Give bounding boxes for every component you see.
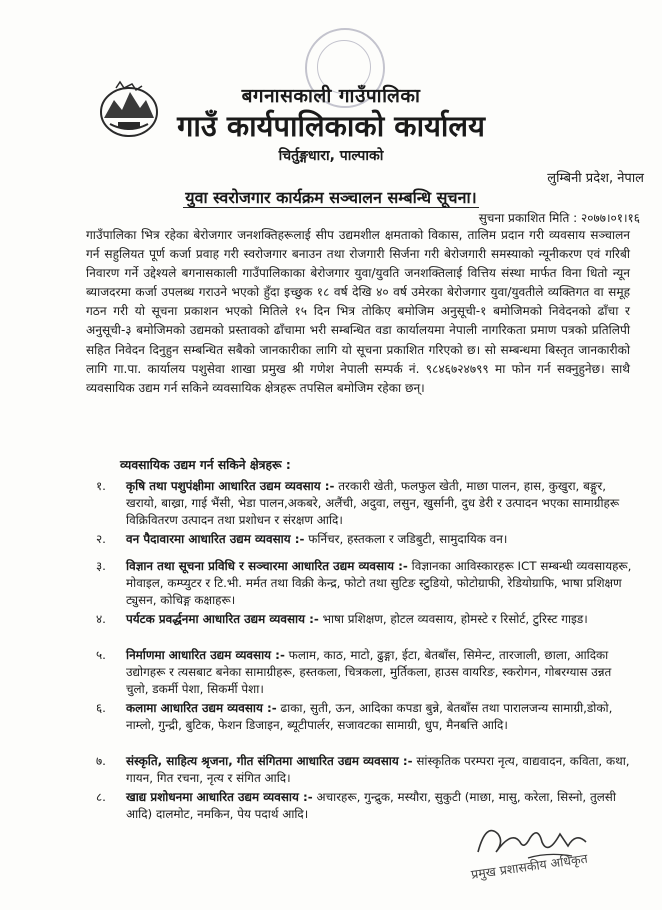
publish-date: सुचना प्रकाशित मिति : २०७७।०१।१६ xyxy=(478,211,640,225)
notice-title: युवा स्वरोजगार कार्यक्रम सञ्चालन सम्बन्धि सूचना। xyxy=(185,188,477,207)
sector-item: ३. विज्ञान तथा सूचना प्रविधि र सञ्चारमा आधारित उद्यम व्यवसाय :- विज्ञानका आविस्कारहरू ICT सम्बन्धी व्यवसायहरू, मोवाइल, कम्प्युटर र टि.भी. मर्मत तथा विक्री केन्द्र, फोटो तथा सुटिङ स्टुडियो, फोटोग्राफी, रेडियोग्राफि, भाषा प्रशिक्षण ट्युसन, कोचिङ्ग कक्षाहरू। xyxy=(96,559,632,608)
sectors-heading: व्यवसायिक उद्यम गर्न सकिने क्षेत्रहरू : xyxy=(120,458,291,472)
sector-item: २. वन पैदावारमा आधारित उद्यम व्यवसाय :- फर्निचर, हस्तकला र जडिबुटी, सामुदायिक वन। xyxy=(96,532,508,546)
sector-item: ८. खाद्य प्रशोधनमा आधारित उद्यम व्यवसाय :- अचारहरू, गुन्द्रुक, मस्यौरा, सुकुटी (माछा, मासु, करेला, सिस्नो, तुलसी आदि) दालमोट, नमकिन, पेय पदार्थ आदि। xyxy=(96,790,616,822)
sector-item: १. कृषि तथा पशुपंक्षीमा आधारित उद्यम व्यवसाय :- तरकारी खेती, फलफुल खेती, माछा पालन, हास, कुखुरा, बङ्गुर, खरायो, बाख्रा, गाई भैंसी, भेडा पालन,अकबरे, अलैंची, अदुवा, लसुन, खुर्सानी, दुध डेरी र उत्पादन भएका सामाग्रीहरू विक्रिवितरण उत्पादन तथा प्रशोधन र संरक्षण आदि। xyxy=(96,479,620,528)
sector-item: ४. पर्यटक प्रवर्द्धनमा आधारित उद्यम व्यवसाय :- भाषा प्रशिक्षण, होटल व्यवसाय, होमस्टे र रिसोर्ट, टुरिस्ट गाइड। xyxy=(96,612,588,626)
province-label: लुम्बिनी प्रदेश, नेपाल xyxy=(547,171,644,186)
notice-body-paragraph: गाउँपालिका भित्र रहेका बेरोजगार जनशक्तिहरूलाई सीप उद्यमशील क्षमताको विकास, तालिम प्रदान गरी व्यवसाय सञ्चालन गर्न सहुलियत पूर्ण कर्जा प्रवाह गरी स्वरोजगार बनाउन तथा रोजगारी सिर्जना गरी बेरोजगारी समस्याको न्यूनीकरण एवं गरिबी निवारण गर्ने उद्देश्यले बगनासकाली गाउँपालिकाका बेरोजगार युवा/युवति जनशक्तिलाई वित्तिय संस्था मार्फत विना धितो न्यून ब्याजदरमा कर्जा उपलब्ध गराउने भएको हुँदा इच्छुक १८ वर्ष देखि ४० वर्ष उमेरका बेरोजगार युवा/युवतीले व्यक्तिगत वा समूह गठन गरी यो सूचना प्रकाशन भएको मितिले १५ दिन भित्र तोकिए बमोजिम अनुसूची-१ बमोजिमको निवेदनको ढाँचा र अनुसूची-३ बमोजिमको उद्यमको प्रस्तावको ढाँचामा भरी सम्बन्धित वडा कार्यालयमा नेपाली नागरिकता प्रमाण पत्रको प्रतिलिपी सहित निवेदन दिनुहुन सम्बन्धित सबैको जानकारीका लागि यो सूचना प्रकाशित गरिएको छ। सो सम्बन्धमा बिस्तृत जानकारीको लागि गा.पा. कार्यालय पशुसेवा शाखा प्रमुख श्री गणेश नेपाली सम्पर्क नं. ९८४६७२४७९९ मा फोन गर्न सक्नुहुनेछ। साथै व्यवसायिक उद्यम गर्न सकिने व्यवसायिक क्षेत्रहरू तपसिल बमोजिम रहेका छन्। xyxy=(86,228,630,395)
signatory-role: प्रमुख प्रशासकीय अधिकृत xyxy=(470,850,589,882)
sector-item: ५. निर्माणमा आधारित उद्यम व्यवसाय :- फलाम, काठ, माटो, ढुङ्गा, ईटा, बेतबाँस, सिमेन्ट, तारजाली, छाला, आदिका उद्योगहरू र त्यसबाट बनेका सामाग्रीहरू, हस्तकला, चित्रकला, मुर्तिकला, हाउस वायरिङ, स्करोगन, गोबरग्यास उन्नत चुलो, डकर्मी पेशा, सिकर्मी पेशा। xyxy=(96,648,612,697)
sector-item: ७. संस्कृति, साहित्य श्रृजना, गीत संगितमा आधारित उद्यम व्यवसाय :- सांस्कृतिक परम्परा नृत्य, वाद्यवादन, कविता, कथा, गायन, गित रचना, नृत्य र संगित आदि। xyxy=(96,754,630,786)
municipality-name: बगनासकाली गाउँपालिका xyxy=(241,85,421,107)
office-address: चिर्तुङ्गधारा, पाल्पाको xyxy=(278,148,384,164)
office-name: गाउँ कार्यपालिकाको कार्यालय xyxy=(177,109,485,143)
sector-item: ६. कलामा आधारित उद्यम व्यवसाय :- ढाका, सुती, ऊन, आदिका कपडा बुन्ने, बेतबाँस तथा पारालजन्य सामाग्री,डोको, नाम्लो, गुन्द्री, बुटिक, फेशन डिजाइन, ब्यूटीपार्लर, सजावटका सामाग्री, धुप, मैनबत्ति आदि। xyxy=(96,701,613,733)
